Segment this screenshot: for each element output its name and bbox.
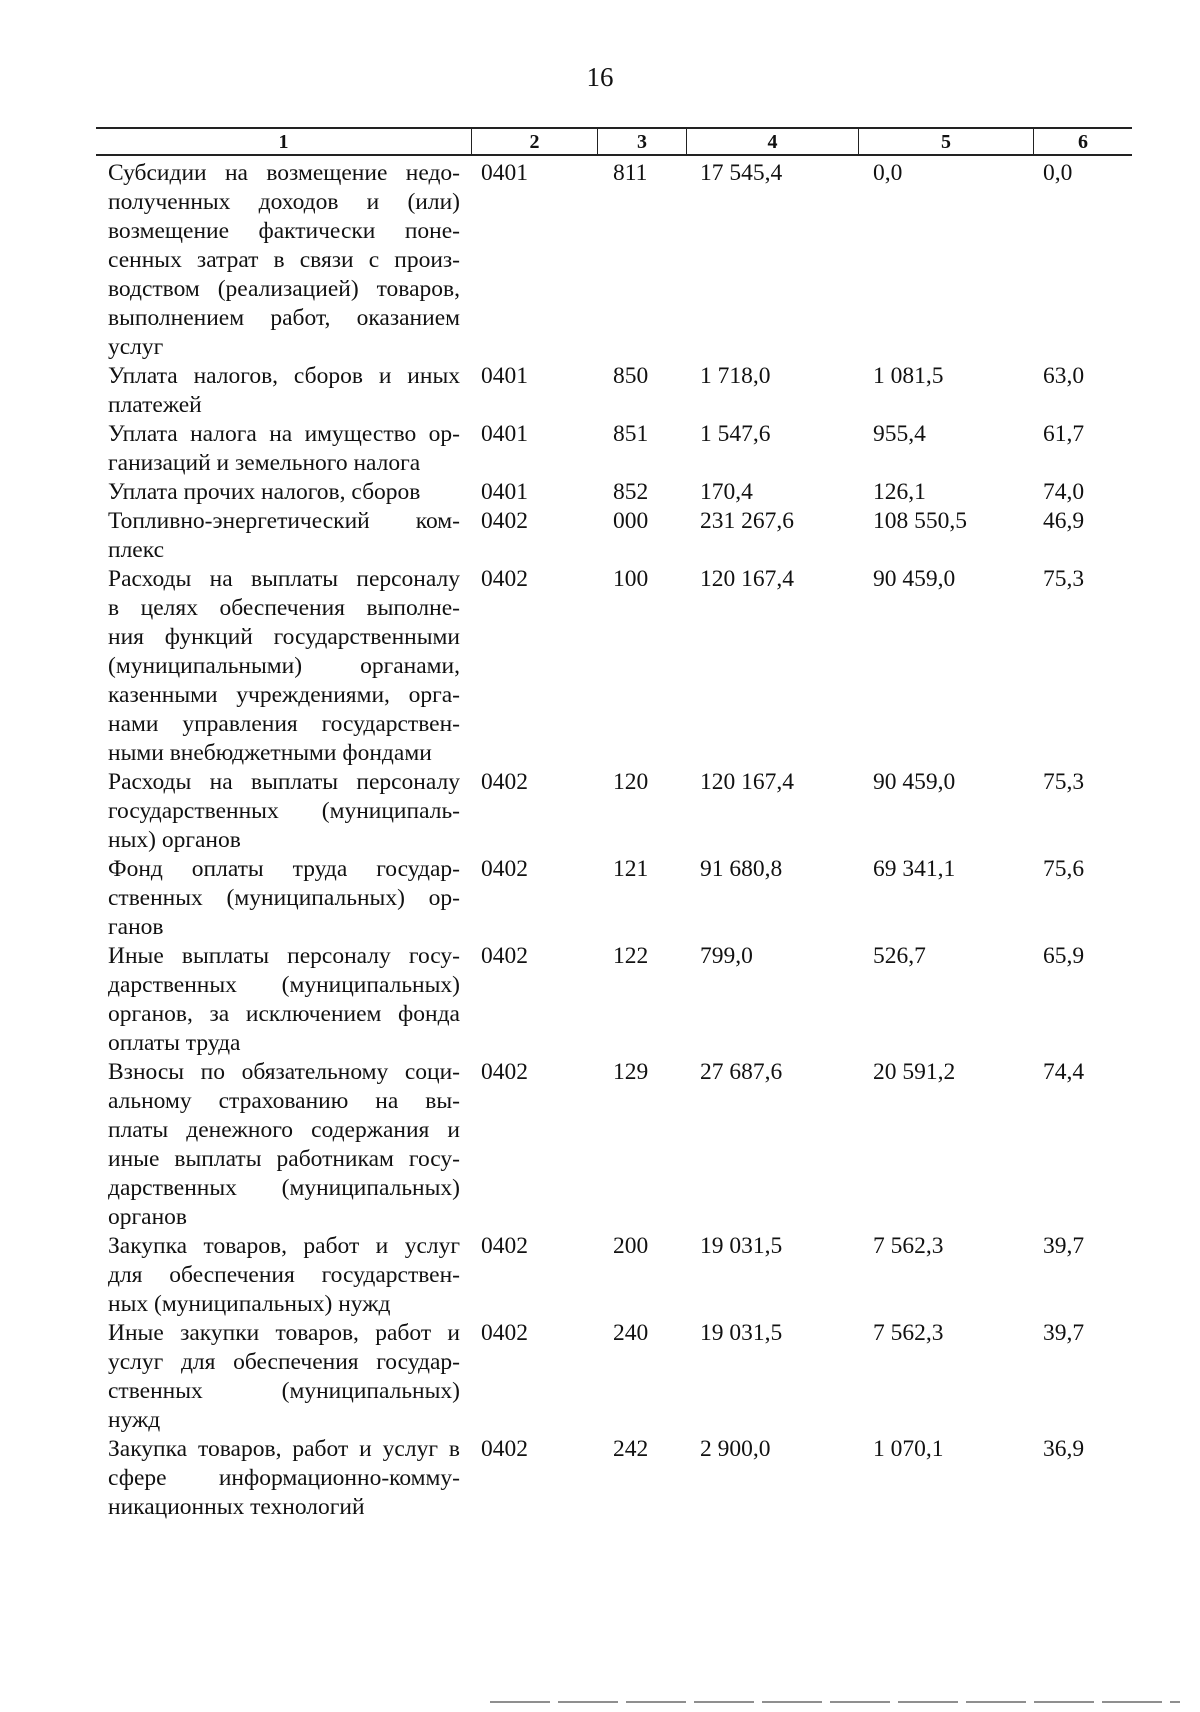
cell-name-line: Взносы по обязательному соци-: [108, 1059, 460, 1085]
cell-name-line: возмещение фактически поне-: [108, 218, 460, 244]
cell-name-line: дарственных (муниципальных): [108, 972, 460, 998]
cell-name: [108, 565, 460, 768]
cell-col4: 2 900,0: [700, 1436, 771, 1462]
cell-name: [108, 942, 460, 1058]
cell-name-line: Закупка товаров, работ и услуг: [108, 1233, 460, 1259]
cell-col5: 126,1: [873, 479, 926, 505]
cell-col2: 0401: [481, 160, 528, 186]
cell-col6: 65,9: [1043, 943, 1085, 969]
cell-name-line: в целях обеспечения выполне-: [108, 595, 460, 621]
cell-col6: 74,0: [1043, 479, 1085, 505]
cell-col5: 7 562,3: [873, 1320, 944, 1346]
cell-col2: 0401: [481, 479, 528, 505]
table-row: [0, 159, 1200, 362]
cell-col4: 19 031,5: [700, 1233, 783, 1259]
cell-name-line: полученных доходов и (или): [108, 189, 460, 215]
table-row: [0, 768, 1200, 855]
cell-col6: 0,0: [1043, 160, 1073, 186]
cell-name: [108, 507, 460, 565]
cell-col4: 120 167,4: [700, 566, 794, 592]
cell-name-line: Топливно-энергетический ком-: [108, 508, 460, 534]
table-row: [0, 420, 1200, 478]
cell-name-line: альному страхованию на вы-: [108, 1088, 460, 1114]
cell-col6: 39,7: [1043, 1233, 1085, 1259]
cell-col6: 75,6: [1043, 856, 1085, 882]
cell-col3: 852: [613, 479, 649, 505]
cell-col5: 7 562,3: [873, 1233, 944, 1259]
cell-name: [108, 159, 460, 362]
cell-col6: 36,9: [1043, 1436, 1085, 1462]
cell-name-line: Расходы на выплаты персоналу: [108, 769, 460, 795]
cell-name-line: ганизаций и земельного налога: [108, 450, 421, 476]
cell-name: [108, 1232, 460, 1319]
page-number: 16: [586, 62, 614, 92]
cell-col2: 0402: [481, 566, 528, 592]
header-col-6: 6: [1078, 131, 1088, 153]
cell-name-line: ганов: [108, 914, 164, 940]
cell-name-line: платы денежного содержания и: [108, 1117, 460, 1143]
cell-name-line: выполнением работ, оказанием: [108, 305, 460, 331]
table-row: [0, 565, 1200, 768]
cell-col6: 75,3: [1043, 769, 1085, 795]
table-row: [0, 362, 1200, 420]
cell-name-line: казенными учреждениями, орга-: [108, 682, 460, 708]
cell-name-line: Иные выплаты персоналу госу-: [108, 943, 460, 969]
table-row: [0, 1232, 1200, 1319]
table-row: [0, 1319, 1200, 1435]
cell-name-line: ными внебюджетными фондами: [108, 740, 432, 766]
cell-col5: 108 550,5: [873, 508, 967, 534]
cell-name-line: ственных (муниципальных) ор-: [108, 885, 460, 911]
cell-name-line: Уплата налога на имущество ор-: [108, 421, 460, 447]
header-col-1: 1: [278, 131, 289, 153]
scan-artifact-line: [490, 1701, 1180, 1703]
cell-col4: 231 267,6: [700, 508, 794, 534]
table-body: [0, 159, 1200, 1522]
table-row: [0, 942, 1200, 1058]
cell-name-line: сфере информационно-комму-: [108, 1465, 460, 1491]
cell-col2: 0402: [481, 943, 528, 969]
table-header: [96, 127, 1132, 156]
cell-col5: 0,0: [873, 160, 903, 186]
cell-name: [108, 855, 460, 942]
cell-col3: 811: [613, 160, 648, 186]
cell-name-line: оплаты труда: [108, 1030, 241, 1056]
header-col-4: 4: [767, 131, 778, 153]
cell-name-line: органов: [108, 1204, 187, 1230]
cell-name-line: ственных (муниципальных): [108, 1378, 460, 1404]
cell-col6: 75,3: [1043, 566, 1085, 592]
cell-col4: 17 545,4: [700, 160, 783, 186]
cell-name-line: Иные закупки товаров, работ и: [108, 1320, 460, 1346]
cell-col6: 74,4: [1043, 1059, 1085, 1085]
cell-col2: 0401: [481, 363, 528, 389]
cell-name-line: ных) органов: [108, 827, 241, 853]
cell-name-line: водством (реализацией) товаров,: [108, 276, 460, 302]
cell-col2: 0402: [481, 1233, 528, 1259]
cell-name-line: никационных технологий: [108, 1494, 365, 1520]
table-row: [0, 855, 1200, 942]
table-row: [0, 1435, 1200, 1522]
cell-name-line: нужд: [108, 1407, 161, 1433]
header-col-2: 2: [529, 131, 540, 153]
cell-col5: 69 341,1: [873, 856, 956, 882]
header-col-5: 5: [941, 131, 951, 153]
cell-name-line: дарственных (муниципальных): [108, 1175, 460, 1201]
cell-name-line: ных (муниципальных) нужд: [108, 1291, 391, 1317]
cell-name-line: Расходы на выплаты персоналу: [108, 566, 460, 592]
table-row: [0, 507, 1200, 565]
cell-col3: 121: [613, 856, 649, 882]
cell-name-line: Субсидии на возмещение недо-: [108, 160, 460, 186]
cell-name-line: нами управления государствен-: [108, 711, 460, 737]
cell-name: [108, 478, 460, 507]
cell-col2: 0402: [481, 1436, 528, 1462]
cell-name-line: Закупка товаров, работ и услуг в: [108, 1436, 460, 1462]
cell-name-line: ния функций государственными: [108, 624, 460, 650]
cell-name: [108, 768, 460, 855]
cell-name: [108, 1319, 460, 1435]
cell-col6: 61,7: [1043, 421, 1085, 447]
cell-col4: 799,0: [700, 943, 753, 969]
cell-col2: 0402: [481, 769, 528, 795]
cell-col5: 90 459,0: [873, 566, 956, 592]
table-row: [0, 1058, 1200, 1232]
cell-col3: 129: [613, 1059, 649, 1085]
cell-name-line: услуг для обеспечения государ-: [108, 1349, 460, 1375]
cell-col3: 242: [613, 1436, 649, 1462]
cell-col2: 0402: [481, 508, 528, 534]
cell-name-line: иные выплаты работникам госу-: [108, 1146, 460, 1172]
cell-col4: 27 687,6: [700, 1059, 783, 1085]
cell-col5: 526,7: [873, 943, 926, 969]
cell-col3: 100: [613, 566, 649, 592]
cell-name-line: органов, за исключением фонда: [108, 1001, 460, 1027]
cell-name-line: (муниципальными) органами,: [108, 653, 460, 679]
cell-name-line: Фонд оплаты труда государ-: [108, 856, 460, 882]
header-col-3: 3: [637, 131, 647, 153]
cell-col4: 19 031,5: [700, 1320, 783, 1346]
cell-col2: 0401: [481, 421, 528, 447]
cell-col4: 91 680,8: [700, 856, 783, 882]
cell-col3: 851: [613, 421, 649, 447]
cell-col3: 200: [613, 1233, 649, 1259]
cell-col6: 39,7: [1043, 1320, 1085, 1346]
cell-name-line: сенных затрат в связи с произ-: [108, 247, 460, 273]
cell-name-line: для обеспечения государствен-: [108, 1262, 460, 1288]
cell-name-line: Уплата прочих налогов, сборов: [108, 479, 421, 505]
table-row: [0, 478, 1200, 507]
cell-col5: 1 070,1: [873, 1436, 944, 1462]
cell-name: [108, 362, 460, 420]
cell-name-line: Уплата налогов, сборов и иных: [108, 363, 460, 389]
cell-col5: 90 459,0: [873, 769, 956, 795]
cell-col3: 850: [613, 363, 649, 389]
cell-name: [108, 420, 460, 478]
cell-name: [108, 1435, 460, 1522]
cell-col5: 1 081,5: [873, 363, 944, 389]
cell-col4: 170,4: [700, 479, 753, 505]
cell-col2: 0402: [481, 1320, 528, 1346]
cell-col3: 000: [613, 508, 649, 534]
cell-name-line: плекс: [108, 537, 164, 563]
cell-col2: 0402: [481, 1059, 528, 1085]
cell-col4: 1 718,0: [700, 363, 771, 389]
cell-col6: 46,9: [1043, 508, 1085, 534]
cell-col5: 20 591,2: [873, 1059, 956, 1085]
cell-name-line: платежей: [108, 392, 202, 418]
cell-col3: 240: [613, 1320, 649, 1346]
cell-col4: 120 167,4: [700, 769, 794, 795]
cell-col5: 955,4: [873, 421, 926, 447]
cell-col4: 1 547,6: [700, 421, 771, 447]
cell-col3: 122: [613, 943, 649, 969]
cell-name-line: государственных (муниципаль-: [108, 798, 460, 824]
cell-col6: 63,0: [1043, 363, 1085, 389]
cell-col2: 0402: [481, 856, 528, 882]
cell-name-line: услуг: [108, 334, 164, 360]
cell-name: [108, 1058, 460, 1232]
cell-col3: 120: [613, 769, 649, 795]
